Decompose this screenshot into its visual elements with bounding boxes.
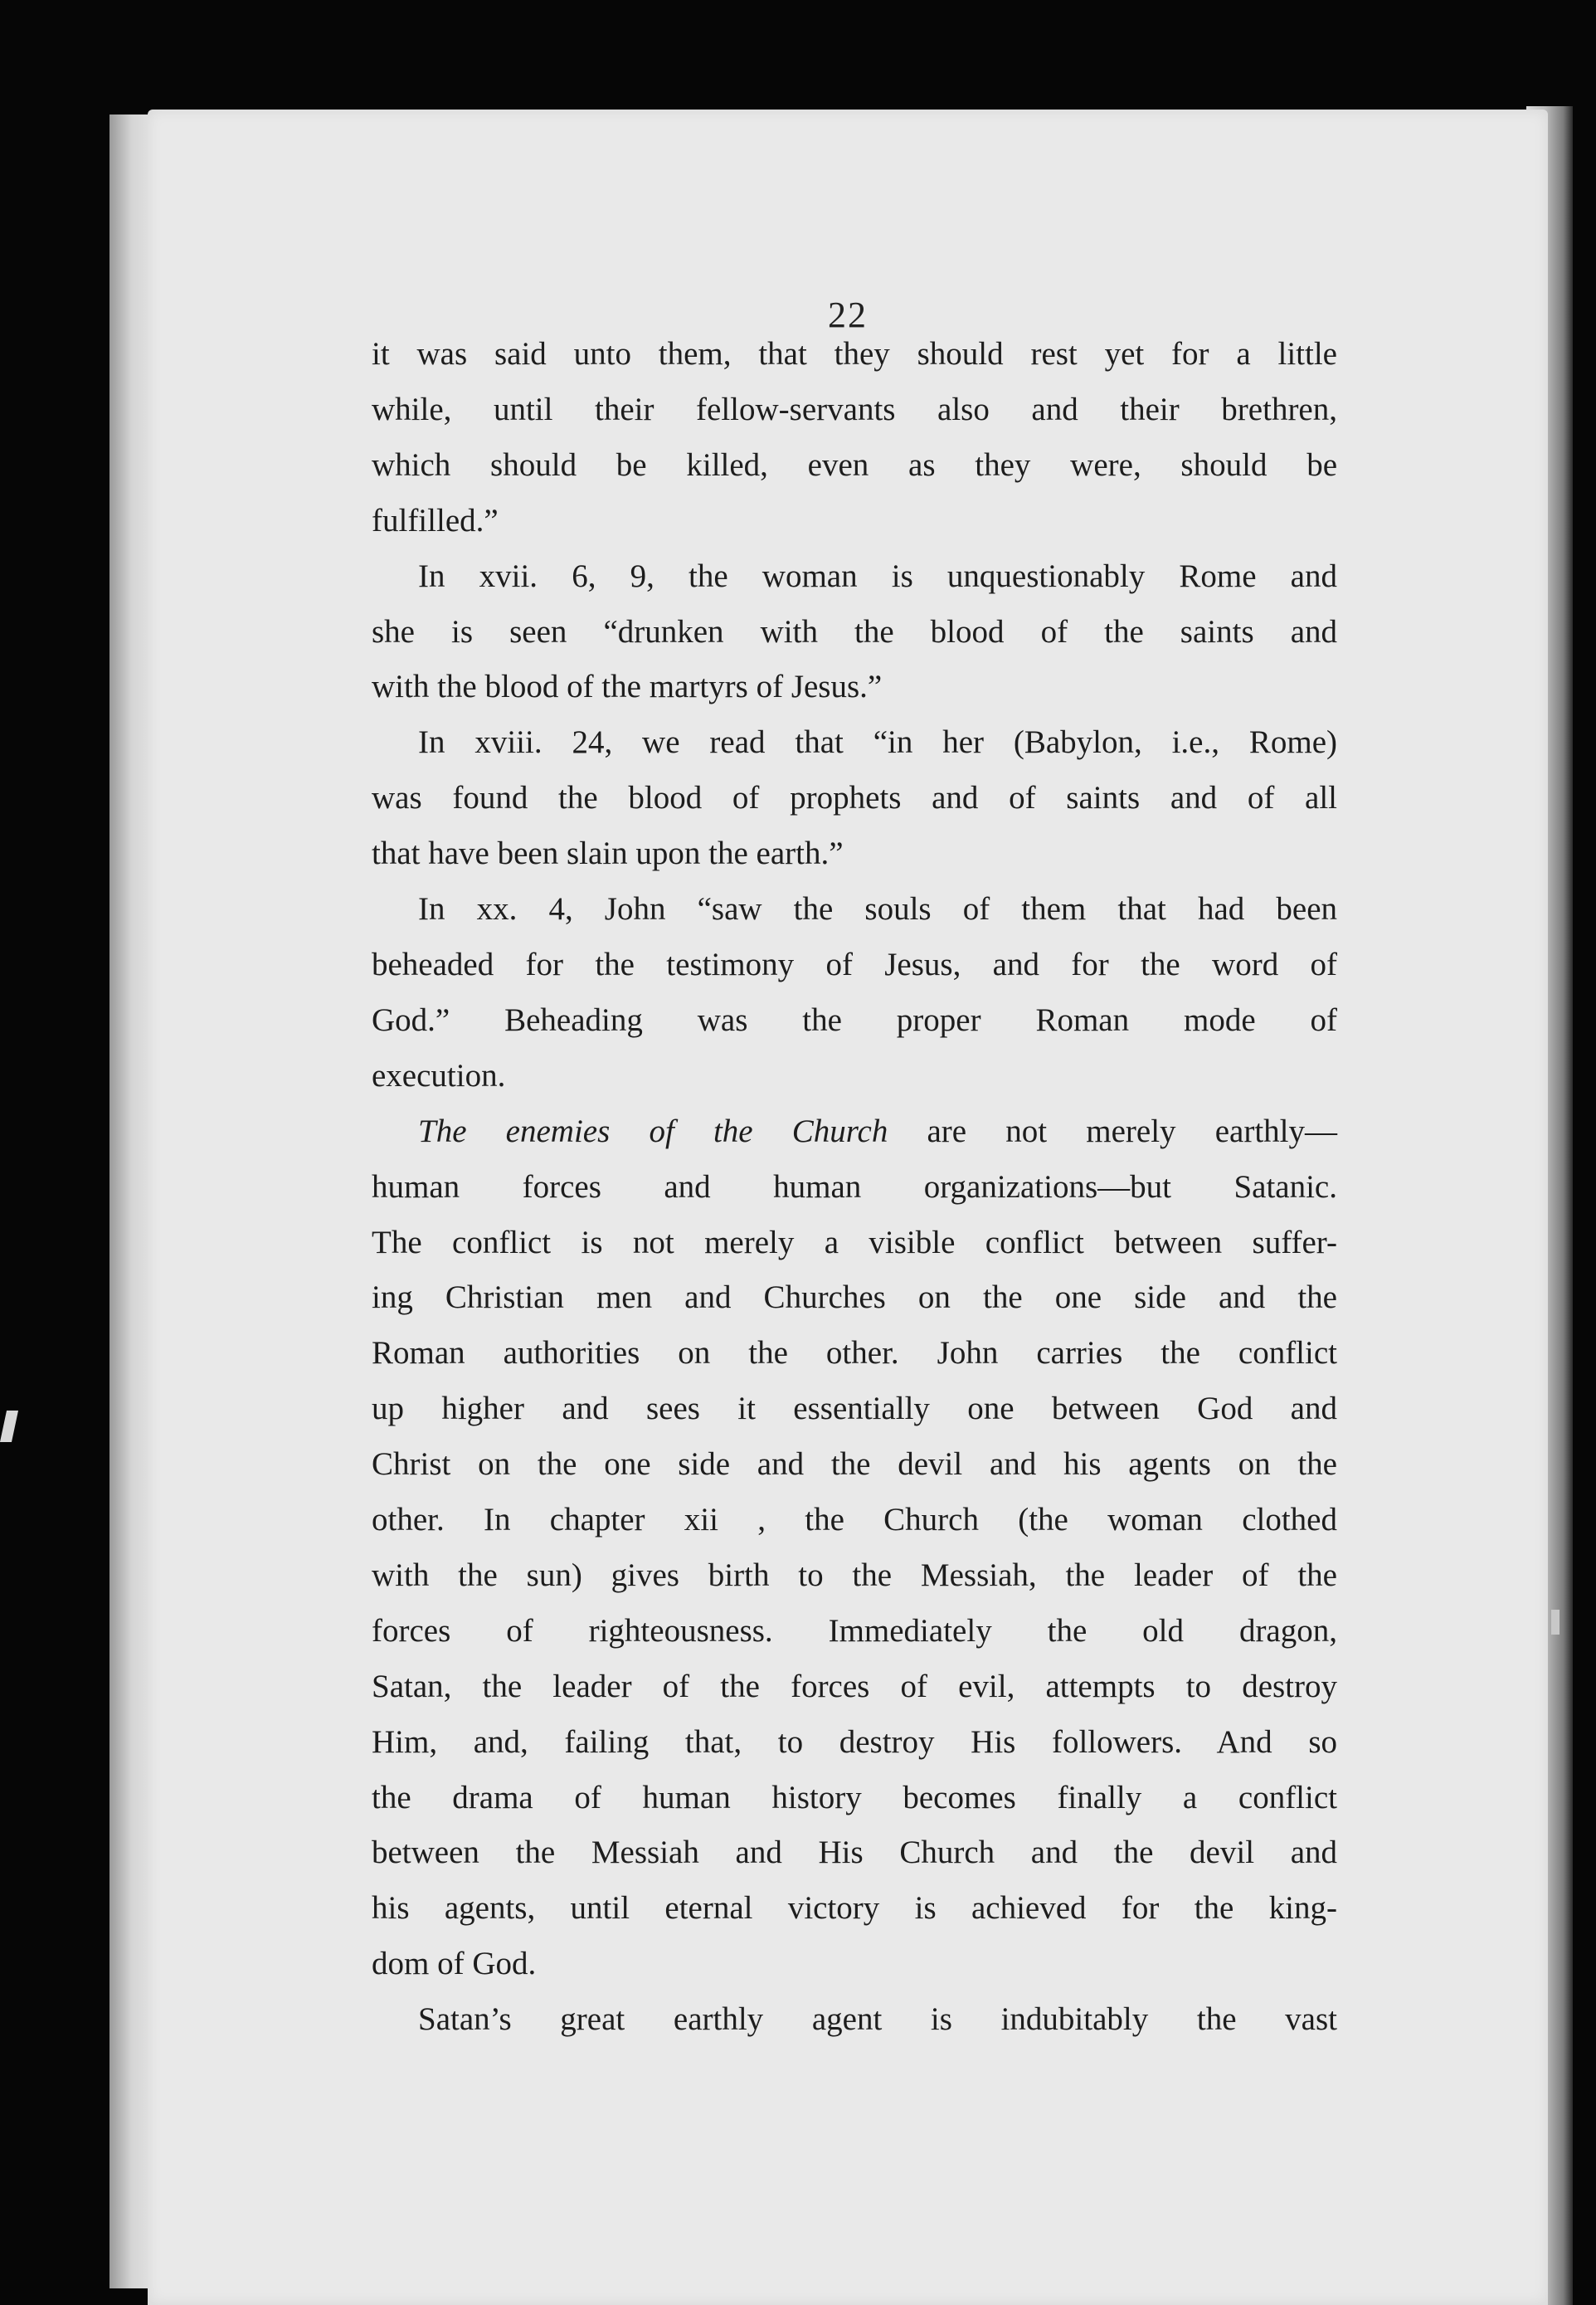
- text-line: God.” Beheading was the proper Roman mode of: [372, 1001, 1337, 1038]
- text-line: forces of righteousness. Immediately the old dragon,: [372, 1612, 1337, 1649]
- text-line: Christ on the one side and the devil and his agents on the: [372, 1446, 1337, 1483]
- book-page: [148, 110, 1548, 2305]
- text-line: that have been slain upon the earth.”: [372, 836, 844, 872]
- text-span: are not merely earthly—: [927, 1113, 1338, 1149]
- text-line: human forces and human organizations—but Satanic.: [372, 1168, 1337, 1205]
- italic-phrase: The enemies of the Church: [418, 1113, 888, 1149]
- paragraph: [372, 882, 1337, 1104]
- paragraph: [372, 715, 1337, 882]
- paragraph: [372, 1992, 1337, 2048]
- page-number: 22: [828, 295, 868, 335]
- text-line: Him, and, failing that, to destroy His followers. And so: [372, 1723, 1337, 1760]
- text-line: up higher and sees it essentially one between God and: [372, 1391, 1337, 1427]
- text-line: ing Christian men and Churches on the one side and the: [372, 1279, 1337, 1316]
- paragraph: [372, 549, 1337, 716]
- text-line: execution.: [372, 1057, 506, 1094]
- text-line: Satan, the leader of the forces of evil, attempts to destroy: [372, 1668, 1337, 1704]
- text-line: In xvii. 6, 9, the woman is unquestionably Rome and: [418, 558, 1337, 594]
- text-line: [372, 1104, 1337, 1160]
- text-line: Satan’s great earthly agent is indubitably the vast: [418, 2001, 1337, 2038]
- text-line: In xx. 4, John “saw the souls of them that had been: [418, 891, 1337, 928]
- paragraph: [372, 1104, 1337, 1993]
- text-line: dom of God.: [372, 1946, 537, 1982]
- text-line: other. In chapter xii , the Church (the woman clothed: [372, 1502, 1337, 1538]
- text-line: between the Messiah and His Church and the devil and: [372, 1835, 1337, 1871]
- scan-artifact: [1551, 1610, 1560, 1635]
- text-line: it was said unto them, that they should rest yet for a little: [372, 336, 1337, 372]
- text-line: In xviii. 24, we read that “in her (Babylon, i.e., Rome): [418, 724, 1337, 761]
- text-line: she is seen “drunken with the blood of the saints and: [372, 613, 1337, 650]
- text-line: with the sun) gives birth to the Messiah, the leader of the: [372, 1557, 1337, 1593]
- text-line: with the blood of the martyrs of Jesus.”: [372, 669, 883, 705]
- text-line: Roman authorities on the other. John carries the conflict: [372, 1335, 1337, 1372]
- text-line: while, until their fellow-servants also and their brethren,: [372, 391, 1337, 427]
- paragraph: [372, 327, 1337, 549]
- text-line: his agents, until eternal victory is achieved for the king-: [372, 1890, 1337, 1927]
- scan-artifact: [0, 1411, 18, 1442]
- text-line: which should be killed, even as they were, should be: [372, 446, 1337, 483]
- text-line: the drama of human history becomes finally a conflict: [372, 1779, 1337, 1815]
- text-line: fulfilled.”: [372, 502, 499, 538]
- text-line: beheaded for the testimony of Jesus, and for the word of: [372, 946, 1337, 982]
- text-line: The conflict is not merely a visible conflict between suffer-: [372, 1224, 1337, 1260]
- body-text: [372, 327, 1337, 2048]
- text-line: was found the blood of prophets and of saints and of all: [372, 780, 1337, 816]
